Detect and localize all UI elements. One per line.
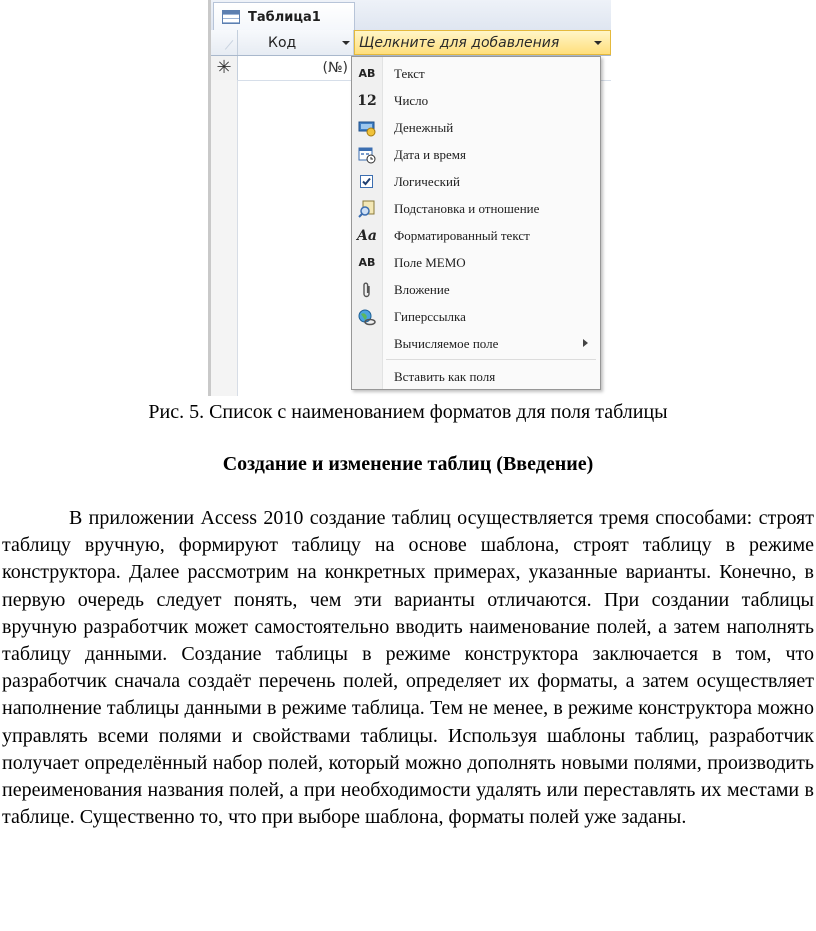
menu-item-label: Дата и время	[394, 146, 466, 162]
chevron-down-icon[interactable]	[342, 41, 350, 45]
column-add-label: Щелкните для добавления	[359, 34, 560, 51]
menu-item-label: Вложение	[394, 281, 450, 297]
record-selector-column	[211, 80, 238, 396]
menu-item-formatted-text[interactable]	[352, 222, 600, 249]
calendar-icon	[352, 141, 382, 168]
table-icon	[222, 10, 240, 24]
datasheet-header	[211, 30, 611, 56]
menu-item-currency[interactable]	[352, 114, 600, 141]
tab-title: Таблица1	[248, 9, 321, 25]
globe-link-icon	[352, 303, 382, 330]
menu-item-label: Денежный	[394, 119, 454, 135]
new-record-marker[interactable]: ✳	[211, 56, 238, 80]
menu-item-label: Логический	[394, 173, 460, 189]
memo-type-icon: AB	[358, 256, 376, 269]
text-type-icon: AB	[358, 67, 376, 80]
lookup-icon	[352, 195, 382, 222]
menu-item-calculated[interactable]	[352, 330, 600, 357]
column-kod-label: Код	[268, 34, 297, 51]
menu-item-label: Вычисляемое поле	[394, 335, 499, 351]
currency-type-icon	[352, 114, 382, 141]
new-record-kod-cell[interactable]: (№)	[238, 56, 353, 80]
number-type-icon: 12	[357, 92, 377, 109]
menu-item-label: Поле МЕМО	[394, 254, 466, 270]
formatted-text-icon: Aa	[357, 227, 377, 244]
menu-item-number[interactable]	[352, 87, 600, 114]
paperclip-icon	[352, 276, 382, 303]
select-all-cell[interactable]	[211, 30, 238, 55]
column-header-add[interactable]	[354, 30, 611, 55]
document-tab-strip	[211, 0, 611, 30]
menu-separator	[386, 359, 596, 360]
menu-item-label: Число	[394, 92, 429, 108]
section-heading: Создание и изменение таблиц (Введение)	[222, 453, 594, 475]
menu-item-hyperlink[interactable]	[352, 303, 600, 330]
body-paragraph: В приложении Access 2010 создание таблиц осуществляется тремя способами: строят таблицу вручную, формируют таблицу на основе шаблона, строят таблицу в режиме конструктора. Далее рассмотрим на конкретных примерах, указанные варианты. Конечно, в первую очередь следует понять, чем эти варианты отличаются. При создании таблицы вручную разработчик может самостоятельно вводить наименование полей, а затем наполнять таблицу данными. Создание таблицы в режиме конструктора заключается в том, что разработчик сначала создаёт перечень полей, определяет их форматы, а затем осуществляет наполнение таблицы данными в режиме таблица. Тем не менее, в режиме конструктора можно управлять всеми полями и свойствами таблицы. Используя шаблоны таблиц, разработчик получает определённый набор полей, который можно дополнять новыми полями, производить переименования названия полей, а при необходимости удалять или переставлять их местами в таблице. Существенно то, что при выборе шаблона, форматы полей уже заданы.	[2, 507, 814, 829]
menu-item-boolean[interactable]	[352, 168, 600, 195]
menu-item-text[interactable]	[352, 60, 600, 87]
chevron-right-icon	[583, 339, 588, 347]
chevron-down-icon[interactable]	[594, 41, 602, 45]
menu-item-datetime[interactable]	[352, 141, 600, 168]
column-header-kod[interactable]	[238, 30, 354, 55]
menu-item-label: Вставить как поля	[394, 368, 496, 384]
field-type-menu	[351, 56, 601, 390]
menu-item-paste-as-fields[interactable]	[352, 363, 600, 390]
menu-item-label: Форматированный текст	[394, 227, 530, 243]
figure-caption: Рис. 5. Список с наименованием форматов для поля таблицы	[148, 401, 668, 423]
menu-item-label: Текст	[394, 65, 425, 81]
tab-table1[interactable]	[213, 2, 355, 31]
checkbox-icon	[352, 168, 382, 195]
menu-item-label: Гиперссылка	[394, 308, 466, 324]
menu-item-label: Подстановка и отношение	[394, 200, 540, 216]
menu-item-memo[interactable]	[352, 249, 600, 276]
menu-item-lookup[interactable]	[352, 195, 600, 222]
menu-item-attachment[interactable]	[352, 276, 600, 303]
